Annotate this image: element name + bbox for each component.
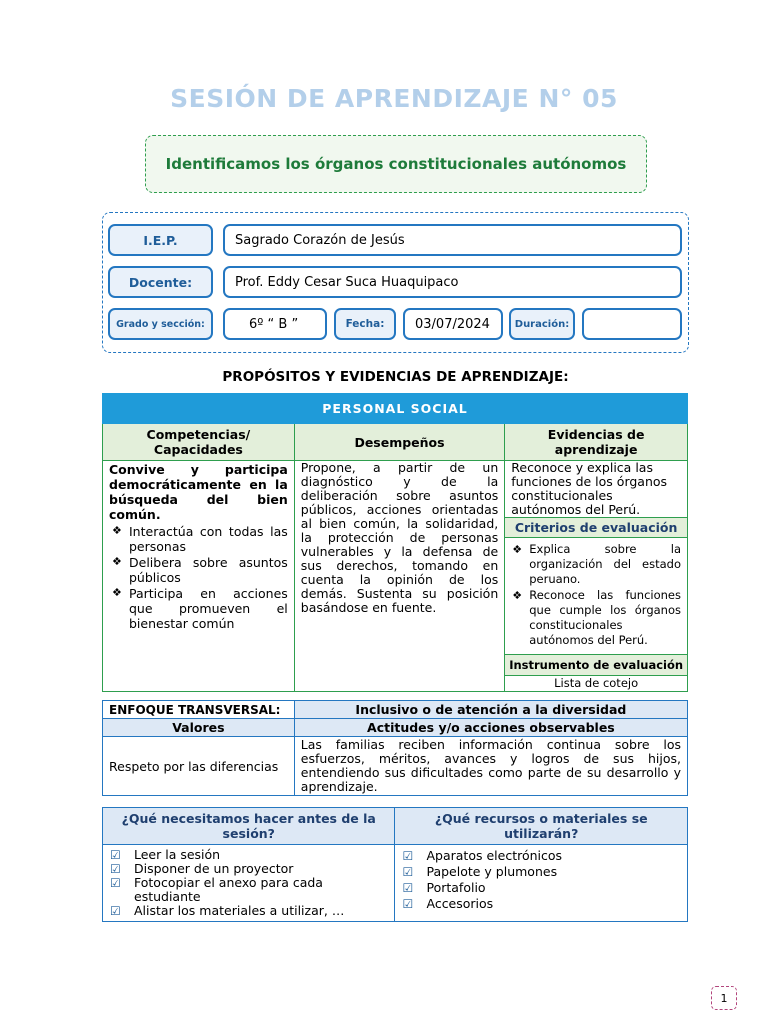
list-item: ☑ Aparatos electrónicos	[402, 848, 682, 864]
iep-label: I.E.P.	[108, 224, 213, 256]
list-item: ❖ Explica sobre la organización del estado peruano.	[509, 542, 681, 587]
enfoque-table	[102, 700, 688, 796]
col-desempenos: Desempeños	[294, 424, 504, 461]
antes-label: ¿Qué necesitamos hacer antes de la sesión?	[103, 808, 395, 845]
list-item: ☑ Portafolio	[402, 880, 682, 896]
recursos-cell	[395, 845, 688, 922]
criterios-label: Criterios de evaluación	[505, 518, 688, 538]
list-item: ☑ Fotocopiar el anexo para cada estudiante	[110, 876, 389, 904]
fecha-value: 03/07/2024	[403, 308, 503, 340]
page-title: SESIÓN DE APRENDIZAJE N° 05	[170, 84, 618, 113]
valor-text: Respeto por las diferencias	[103, 737, 295, 796]
grado-label: Grado y sección:	[108, 308, 213, 340]
list-item: ❖ Participa en acciones que promueven el bienestar común	[109, 586, 288, 631]
desempeno-text: Propone, a partir de un diagnóstico y de la deliberación sobre asuntos públicos, acciones orientadas al bien común, la solidaridad, la protección de personas vulnerables y la defensa de sus derechos, tomando en cuenta la opinión de los demás. Sustenta su posición basándose en fuente.	[294, 461, 504, 692]
instrumento-value: Lista de cotejo	[505, 675, 688, 691]
enfoque-label: ENFOQUE TRANSVERSAL:	[103, 701, 295, 719]
list-item: ❖ Reconoce las funciones que cumple los órganos constitucionales autónomos del Perú.	[509, 588, 681, 648]
evidencia-text: Reconoce y explica las funciones de los órganos constitucionales autónomos del Perú.	[505, 461, 688, 518]
propositos-heading: PROPÓSITOS Y EVIDENCIAS DE APRENDIZAJE:	[222, 369, 569, 385]
iep-value: Sagrado Corazón de Jesús	[223, 224, 682, 256]
col-evidencias: Evidencias de aprendizaje	[505, 424, 688, 461]
session-topic: Identificamos los órganos constitucionales autónomos	[145, 135, 647, 193]
col-competencias: Competencias/ Capacidades	[103, 424, 295, 461]
criterios-cell	[505, 538, 688, 655]
list-item: ☑ Alistar los materiales a utilizar, …	[110, 904, 389, 918]
list-item: ☑ Leer la sesión	[110, 848, 389, 862]
enfoque-value: Inclusivo o de atención a la diversidad	[294, 701, 687, 719]
competencia-text: Convive y participa democráticamente en la búsqueda del bien común.	[109, 462, 288, 522]
actitudes-label: Actitudes y/o acciones observables	[294, 719, 687, 737]
page-number: 1	[711, 986, 737, 1010]
docente-value: Prof. Eddy Cesar Suca Huaquipaco	[223, 266, 682, 298]
recursos-list	[396, 846, 686, 914]
list-item: ☑ Accesorios	[402, 896, 682, 912]
list-item: ☑ Disponer de un proyector	[110, 862, 389, 876]
area-header: PERSONAL SOCIAL	[103, 394, 688, 424]
list-item: ☑ Papelote y plumones	[402, 864, 682, 880]
list-item: ❖ Delibera sobre asuntos públicos	[109, 555, 288, 585]
actitud-text: Las familias reciben información continua sobre los esfuerzos, méritos, avances y logros de sus hijos, entendiendo sus dificultades como parte de su desarrollo y aprendizaje.	[294, 737, 687, 796]
instrumento-label: Instrumento de evaluación	[505, 654, 688, 675]
capacidades-list	[109, 524, 288, 631]
fecha-label: Fecha:	[334, 308, 396, 340]
list-item: ❖ Interactúa con todas las personas	[109, 524, 288, 554]
grado-value: 6º “ B ”	[223, 308, 327, 340]
recursos-label: ¿Qué recursos o materiales se utilizarán?	[395, 808, 688, 845]
preparacion-table	[102, 807, 688, 922]
criterios-list	[509, 542, 681, 648]
competencia-cell	[103, 461, 295, 692]
docente-label: Docente:	[108, 266, 213, 298]
propositos-table	[102, 393, 688, 692]
valores-label: Valores	[103, 719, 295, 737]
antes-cell	[103, 845, 395, 922]
duracion-label: Duración:	[509, 308, 575, 340]
duracion-value	[582, 308, 682, 340]
antes-list	[104, 846, 393, 920]
